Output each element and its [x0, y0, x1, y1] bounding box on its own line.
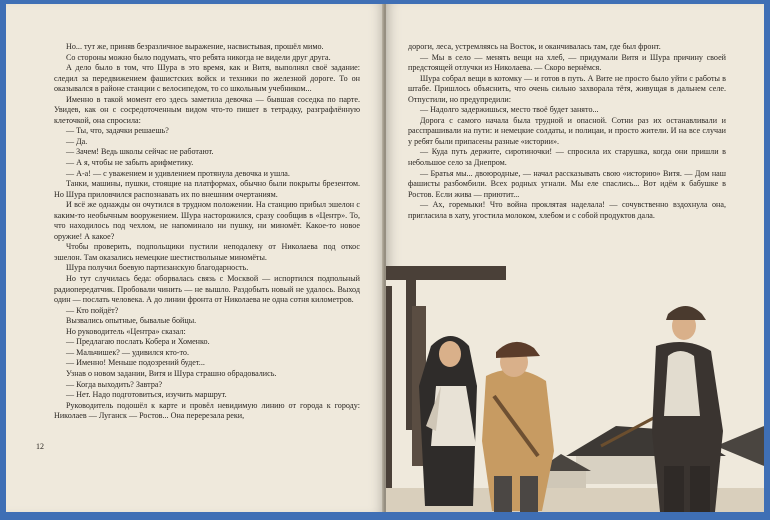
old-woman-figure [419, 336, 477, 506]
paragraph: — Именно! Меньше подозрений будет... [66, 358, 205, 368]
paragraph: — Предлагаю послать Кобера и Хоменко. [66, 337, 210, 347]
illustration [386, 266, 764, 512]
paragraph: Шура собрал вещи в котомку — и готов в путь. А Вите не просто было уйти с работы в штабе. Пришлось объяснить, что очень сильно захворала тётя, живущая в дальнем селе. Отпустили, но предупредили: [408, 73, 726, 104]
right-page-text [408, 42, 726, 221]
paragraph: — Мальчишек? — удивился кто-то. [66, 347, 189, 357]
paragraph: — Нет. Надо подготовиться, изучить маршрут. [66, 390, 227, 400]
paragraph: — Ты, что, задачки решаешь? [66, 126, 169, 136]
paragraph: Со стороны можно было подумать, что ребята никогда не видели друг друга. [66, 52, 331, 62]
paragraph: И всё же однажды он очутился в трудном положении. На станцию прибыл эшелон с каким-то необычным вооружением. Шура насторожился, сразу сообщив в «Центр». То, что находилось под чехлом, не напоминало ни пушку, ни миномёт. Какое-то новое оружие! А какое? [54, 200, 360, 241]
paragraph: Чтобы проверить, подпольщики пустили неподалеку от Николаева под откос эшелон. Там оказались немецкие шестиствольные миномёты. [54, 242, 360, 262]
paragraph: — Куда путь держите, сиротиночки! — спросила их старушка, когда они пришли в небольшое село за Днепром. [408, 147, 726, 168]
paragraph: — Зачем! Ведь школы сейчас не работают. [66, 147, 214, 157]
paragraph: Вызвались опытные, бывалые бойцы. [66, 316, 197, 326]
paragraph: А дело было в том, что Шура в это время, как и Витя, выполнял своё задание: следил за передвижением фашистских войск и техники по железной дороге. То он оказывался в районе станции с велосипедом, то со школьным учебником... [54, 63, 360, 94]
paragraph: Танки, машины, пушки, стоящие на платформах, обычно были покрыты брезентом. Но Шура приловчился распознавать их по внешним очертаниям. [54, 179, 360, 199]
paragraph: — Мы в село — менять вещи на хлеб, — придумали Витя и Шура причину своей предстоящей отлучки из Николаева. — Скоро вернёмся. [408, 52, 726, 73]
paragraph: Узнав о новом задании, Витя и Шура страшно обрадовались. [66, 368, 277, 378]
paragraph: — Да. [66, 136, 88, 146]
paragraph: Но... тут же, приняв безразличное выражение, насвистывая, прошёл мимо. [66, 42, 324, 51]
paragraph: — А я, чтобы не забыть арифметику. [66, 158, 194, 168]
paragraph: — Когда выходить? Завтра? [66, 379, 163, 389]
paragraph: — Ах, горемыки! Что война проклятая наделала! — сочувственно вздохнула она, пригласила в хату, угостила молоком, хлебом и с собой продуктов дала. [408, 200, 726, 220]
paragraph: — Кто пойдёт? [66, 305, 119, 315]
paragraph: дороги, леса, устремляясь на Восток, и оканчивалась там, где был фронт. [408, 42, 661, 51]
paragraph: Именно в такой момент его здесь заметила девочка — бывшая соседка по парте. Увидев, как он с сосредоточенным видом что-то пишет в тетрадку, разграфлённую клеточкой, она спросила: [54, 94, 360, 125]
paragraph: Дорога с самого начала была трудной и опасной. Сотни раз их останавливали и расспрашивали на пути: и немецкие солдаты, и полицаи, и просто жители. И на все случаи у ребят были припасены разные «истории». [408, 115, 726, 146]
paragraph: Но руководитель «Центра» сказал: [66, 326, 186, 336]
left-page [6, 4, 384, 512]
paragraph: Шура получил боевую партизанскую благодарность. [66, 263, 249, 273]
right-page [386, 4, 764, 512]
paragraph: — Братья мы... двоюродные, — начал рассказывать свою «историю» Витя. — Дом наш фашисты разбомбили. Всех родных угнали. Мы еле спаслись... Вот идём к бабушке в Ростов. Если жива — приютит... [408, 168, 726, 199]
page-number: 12 [36, 442, 44, 451]
paragraph: Руководитель подошёл к карте и провёл невидимую линию от города к городу: Николаев — Луганск — Ростов... Она перерезала реки, [54, 400, 360, 421]
paragraph: — А-а! — с уважением и удивлением протянула девочка и ушла. [66, 168, 290, 178]
paragraph: Но тут случилась беда: оборвалась связь с Москвой — испортился подпольный радиопередатчик. Пробовали чинить — не вышло. Раздобыть новый не удалось. Выход один — послать человека. А до линии фронта от Николаева не одна сотня километров. [54, 274, 360, 305]
book-spread [6, 4, 764, 514]
paragraph: — Надолго задержишься, место твоё будет занято... [420, 105, 599, 115]
left-page-text [54, 42, 360, 422]
